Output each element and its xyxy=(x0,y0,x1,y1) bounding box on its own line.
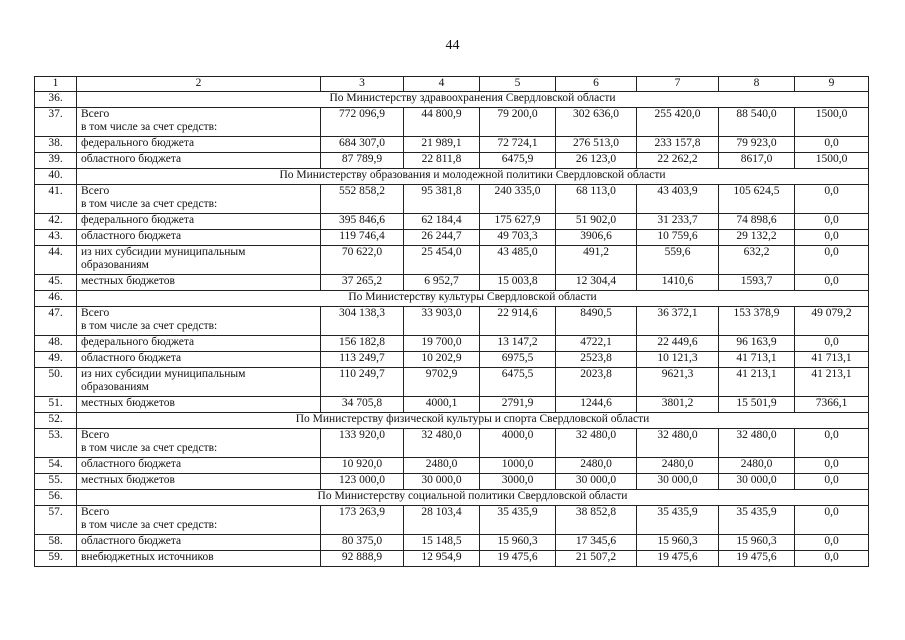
header-cell: 3 xyxy=(321,77,404,92)
value-cell: 552 858,2 xyxy=(321,185,404,214)
table-row xyxy=(35,275,869,291)
header-cell: 8 xyxy=(719,77,795,92)
value-cell: 70 622,0 xyxy=(321,246,404,275)
row-number-cell: 40. xyxy=(35,169,77,185)
item-name: областного бюджета xyxy=(81,458,182,470)
value-cell: 110 249,7 xyxy=(321,368,404,397)
item-name-cell xyxy=(77,108,321,137)
value-cell: 0,0 xyxy=(795,275,869,291)
item-name-cell xyxy=(77,246,321,275)
value-cell: 0,0 xyxy=(795,246,869,275)
value-cell: 10 121,3 xyxy=(637,352,719,368)
value-cell: 19 700,0 xyxy=(404,336,480,352)
value-cell: 105 624,5 xyxy=(719,185,795,214)
item-name: федерального бюджета xyxy=(81,214,195,226)
item-name: из них субсидии муниципальным xyxy=(81,368,246,380)
item-name-cell xyxy=(77,185,321,214)
item-name-cell xyxy=(77,214,321,230)
item-name-cell xyxy=(77,230,321,246)
value-cell: 29 132,2 xyxy=(719,230,795,246)
header-cell: 5 xyxy=(480,77,556,92)
value-cell: 1410,6 xyxy=(637,275,719,291)
value-cell: 88 540,0 xyxy=(719,108,795,137)
value-cell: 43 485,0 xyxy=(480,246,556,275)
value-cell: 4722,1 xyxy=(556,336,637,352)
value-cell: 22 262,2 xyxy=(637,153,719,169)
value-cell: 44 800,9 xyxy=(404,108,480,137)
value-cell: 26 244,7 xyxy=(404,230,480,246)
section-row xyxy=(35,291,869,307)
value-cell: 6 952,7 xyxy=(404,275,480,291)
table-row xyxy=(35,108,869,137)
item-name-cell xyxy=(77,368,321,397)
row-number-cell: 44. xyxy=(35,246,77,275)
value-cell: 1500,0 xyxy=(795,153,869,169)
header-cell: 7 xyxy=(637,77,719,92)
item-name-cell xyxy=(77,474,321,490)
item-name-cell xyxy=(77,397,321,413)
item-name: Всего xyxy=(81,429,110,441)
value-cell: 15 148,5 xyxy=(404,535,480,551)
value-cell: 1593,7 xyxy=(719,275,795,291)
table-row xyxy=(35,506,869,535)
value-cell: 41 213,1 xyxy=(795,368,869,397)
value-cell: 10 920,0 xyxy=(321,458,404,474)
value-cell: 9702,9 xyxy=(404,368,480,397)
row-number-cell: 43. xyxy=(35,230,77,246)
value-cell: 37 265,2 xyxy=(321,275,404,291)
value-cell: 74 898,6 xyxy=(719,214,795,230)
value-cell: 15 003,8 xyxy=(480,275,556,291)
value-cell: 96 163,9 xyxy=(719,336,795,352)
item-name: местных бюджетов xyxy=(81,474,175,486)
value-cell: 153 378,9 xyxy=(719,307,795,336)
value-cell: 33 903,0 xyxy=(404,307,480,336)
row-number-cell: 36. xyxy=(35,92,77,108)
value-cell: 6975,5 xyxy=(480,352,556,368)
item-name-cell xyxy=(77,137,321,153)
row-number-cell: 42. xyxy=(35,214,77,230)
row-number-cell: 37. xyxy=(35,108,77,137)
value-cell: 2523,8 xyxy=(556,352,637,368)
value-cell: 240 335,0 xyxy=(480,185,556,214)
row-number-cell: 48. xyxy=(35,336,77,352)
value-cell: 15 960,3 xyxy=(480,535,556,551)
value-cell: 2480,0 xyxy=(556,458,637,474)
table-row xyxy=(35,429,869,458)
value-cell: 8490,5 xyxy=(556,307,637,336)
value-cell: 0,0 xyxy=(795,474,869,490)
value-cell: 30 000,0 xyxy=(404,474,480,490)
value-cell: 25 454,0 xyxy=(404,246,480,275)
item-name: внебюджетных источников xyxy=(81,551,214,563)
value-cell: 10 202,9 xyxy=(404,352,480,368)
value-cell: 41 213,1 xyxy=(719,368,795,397)
table-row xyxy=(35,535,869,551)
value-cell: 68 113,0 xyxy=(556,185,637,214)
value-cell: 21 989,1 xyxy=(404,137,480,153)
value-cell: 49 703,3 xyxy=(480,230,556,246)
item-name: областного бюджета xyxy=(81,230,182,242)
value-cell: 32 480,0 xyxy=(404,429,480,458)
row-number-cell: 53. xyxy=(35,429,77,458)
value-cell: 31 233,7 xyxy=(637,214,719,230)
value-cell: 491,2 xyxy=(556,246,637,275)
table-row xyxy=(35,153,869,169)
value-cell: 2791,9 xyxy=(480,397,556,413)
value-cell: 34 705,8 xyxy=(321,397,404,413)
row-number-cell: 55. xyxy=(35,474,77,490)
value-cell: 3801,2 xyxy=(637,397,719,413)
value-cell: 21 507,2 xyxy=(556,551,637,567)
table-row xyxy=(35,214,869,230)
table-row xyxy=(35,458,869,474)
item-note: в том числе за счет средств: xyxy=(81,519,218,531)
table-header-row xyxy=(35,77,869,92)
row-number-cell: 46. xyxy=(35,291,77,307)
item-name-cell xyxy=(77,307,321,336)
budget-table xyxy=(34,76,869,567)
value-cell: 10 759,6 xyxy=(637,230,719,246)
value-cell: 2023,8 xyxy=(556,368,637,397)
value-cell: 255 420,0 xyxy=(637,108,719,137)
table-row xyxy=(35,230,869,246)
section-row xyxy=(35,490,869,506)
value-cell: 79 923,0 xyxy=(719,137,795,153)
value-cell: 35 435,9 xyxy=(719,506,795,535)
section-row xyxy=(35,169,869,185)
table-row xyxy=(35,246,869,275)
item-name-cell xyxy=(77,275,321,291)
value-cell: 0,0 xyxy=(795,230,869,246)
value-cell: 0,0 xyxy=(795,535,869,551)
item-note: в том числе за счет средств: xyxy=(81,198,218,210)
value-cell: 233 157,8 xyxy=(637,137,719,153)
value-cell: 32 480,0 xyxy=(556,429,637,458)
value-cell: 1500,0 xyxy=(795,108,869,137)
row-number-cell: 39. xyxy=(35,153,77,169)
item-name: областного бюджета xyxy=(81,535,182,547)
value-cell: 15 960,3 xyxy=(637,535,719,551)
value-cell: 2480,0 xyxy=(637,458,719,474)
header-cell: 6 xyxy=(556,77,637,92)
item-name-cell xyxy=(77,153,321,169)
value-cell: 0,0 xyxy=(795,185,869,214)
value-cell: 17 345,6 xyxy=(556,535,637,551)
row-number-cell: 45. xyxy=(35,275,77,291)
table-row xyxy=(35,551,869,567)
section-title-cell: По Министерству культуры Свердловской области xyxy=(77,291,869,307)
value-cell: 684 307,0 xyxy=(321,137,404,153)
item-note: в том числе за счет средств: xyxy=(81,320,218,332)
item-name-cell xyxy=(77,458,321,474)
value-cell: 15 501,9 xyxy=(719,397,795,413)
value-cell: 6475,9 xyxy=(480,153,556,169)
value-cell: 395 846,6 xyxy=(321,214,404,230)
table-row xyxy=(35,352,869,368)
value-cell: 1244,6 xyxy=(556,397,637,413)
row-number-cell: 52. xyxy=(35,413,77,429)
value-cell: 559,6 xyxy=(637,246,719,275)
value-cell: 30 000,0 xyxy=(719,474,795,490)
item-name-cell xyxy=(77,506,321,535)
item-note: образованиям xyxy=(81,259,149,271)
item-name: федерального бюджета xyxy=(81,336,195,348)
value-cell: 156 182,8 xyxy=(321,336,404,352)
value-cell: 0,0 xyxy=(795,214,869,230)
value-cell: 30 000,0 xyxy=(637,474,719,490)
value-cell: 6475,5 xyxy=(480,368,556,397)
value-cell: 772 096,9 xyxy=(321,108,404,137)
value-cell: 276 513,0 xyxy=(556,137,637,153)
header-cell: 4 xyxy=(404,77,480,92)
value-cell: 41 713,1 xyxy=(719,352,795,368)
value-cell: 173 263,9 xyxy=(321,506,404,535)
value-cell: 72 724,1 xyxy=(480,137,556,153)
value-cell: 38 852,8 xyxy=(556,506,637,535)
value-cell: 13 147,2 xyxy=(480,336,556,352)
value-cell: 19 475,6 xyxy=(637,551,719,567)
row-number-cell: 38. xyxy=(35,137,77,153)
value-cell: 0,0 xyxy=(795,551,869,567)
value-cell: 4000,1 xyxy=(404,397,480,413)
value-cell: 304 138,3 xyxy=(321,307,404,336)
value-cell: 80 375,0 xyxy=(321,535,404,551)
value-cell: 92 888,9 xyxy=(321,551,404,567)
value-cell: 175 627,9 xyxy=(480,214,556,230)
value-cell: 632,2 xyxy=(719,246,795,275)
item-name: Всего xyxy=(81,307,110,319)
row-number-cell: 56. xyxy=(35,490,77,506)
value-cell: 95 381,8 xyxy=(404,185,480,214)
header-cell: 1 xyxy=(35,77,77,92)
value-cell: 62 184,4 xyxy=(404,214,480,230)
item-name: Всего xyxy=(81,185,110,197)
item-name: местных бюджетов xyxy=(81,397,175,409)
section-title-cell: По Министерству социальной политики Свердловской области xyxy=(77,490,869,506)
value-cell: 0,0 xyxy=(795,458,869,474)
table-row xyxy=(35,336,869,352)
value-cell: 51 902,0 xyxy=(556,214,637,230)
value-cell: 79 200,0 xyxy=(480,108,556,137)
item-name-cell xyxy=(77,352,321,368)
value-cell: 0,0 xyxy=(795,336,869,352)
value-cell: 32 480,0 xyxy=(637,429,719,458)
table-row xyxy=(35,474,869,490)
page-number: 44 xyxy=(445,38,460,53)
row-number-cell: 58. xyxy=(35,535,77,551)
value-cell: 30 000,0 xyxy=(556,474,637,490)
table-row xyxy=(35,185,869,214)
item-name-cell xyxy=(77,551,321,567)
header-cell: 2 xyxy=(77,77,321,92)
item-name: Всего xyxy=(81,506,110,518)
item-name: местных бюджетов xyxy=(81,275,175,287)
row-number-cell: 54. xyxy=(35,458,77,474)
value-cell: 0,0 xyxy=(795,506,869,535)
row-number-cell: 49. xyxy=(35,352,77,368)
row-number-cell: 59. xyxy=(35,551,77,567)
value-cell: 87 789,9 xyxy=(321,153,404,169)
row-number-cell: 41. xyxy=(35,185,77,214)
value-cell: 3000,0 xyxy=(480,474,556,490)
section-title-cell: По Министерству здравоохранения Свердловской области xyxy=(77,92,869,108)
value-cell: 113 249,7 xyxy=(321,352,404,368)
value-cell: 19 475,6 xyxy=(480,551,556,567)
item-name-cell xyxy=(77,429,321,458)
value-cell: 2480,0 xyxy=(404,458,480,474)
item-note: образованиям xyxy=(81,381,149,393)
value-cell: 123 000,0 xyxy=(321,474,404,490)
value-cell: 0,0 xyxy=(795,137,869,153)
item-note: в том числе за счет средств: xyxy=(81,121,218,133)
value-cell: 9621,3 xyxy=(637,368,719,397)
item-name: федерального бюджета xyxy=(81,137,195,149)
value-cell: 1000,0 xyxy=(480,458,556,474)
value-cell: 35 435,9 xyxy=(480,506,556,535)
value-cell: 43 403,9 xyxy=(637,185,719,214)
value-cell: 49 079,2 xyxy=(795,307,869,336)
value-cell: 22 449,6 xyxy=(637,336,719,352)
value-cell: 36 372,1 xyxy=(637,307,719,336)
table-row xyxy=(35,137,869,153)
value-cell: 32 480,0 xyxy=(719,429,795,458)
value-cell: 302 636,0 xyxy=(556,108,637,137)
value-cell: 2480,0 xyxy=(719,458,795,474)
row-number-cell: 51. xyxy=(35,397,77,413)
value-cell: 12 954,9 xyxy=(404,551,480,567)
item-note: в том числе за счет средств: xyxy=(81,442,218,454)
row-number-cell: 57. xyxy=(35,506,77,535)
section-title-cell: По Министерству физической культуры и спорта Свердловской области xyxy=(77,413,869,429)
item-name: областного бюджета xyxy=(81,153,182,165)
value-cell: 22 914,6 xyxy=(480,307,556,336)
value-cell: 0,0 xyxy=(795,429,869,458)
value-cell: 133 920,0 xyxy=(321,429,404,458)
item-name-cell xyxy=(77,336,321,352)
value-cell: 41 713,1 xyxy=(795,352,869,368)
header-cell: 9 xyxy=(795,77,869,92)
value-cell: 8617,0 xyxy=(719,153,795,169)
value-cell: 4000,0 xyxy=(480,429,556,458)
value-cell: 12 304,4 xyxy=(556,275,637,291)
section-row xyxy=(35,413,869,429)
row-number-cell: 47. xyxy=(35,307,77,336)
value-cell: 19 475,6 xyxy=(719,551,795,567)
value-cell: 22 811,8 xyxy=(404,153,480,169)
value-cell: 35 435,9 xyxy=(637,506,719,535)
item-name: областного бюджета xyxy=(81,352,182,364)
value-cell: 7366,1 xyxy=(795,397,869,413)
value-cell: 15 960,3 xyxy=(719,535,795,551)
section-row xyxy=(35,92,869,108)
value-cell: 119 746,4 xyxy=(321,230,404,246)
table-row xyxy=(35,307,869,336)
item-name-cell xyxy=(77,535,321,551)
section-title-cell: По Министерству образования и молодежной политики Свердловской области xyxy=(77,169,869,185)
item-name: Всего xyxy=(81,108,110,120)
table-body xyxy=(35,77,869,567)
item-name: из них субсидии муниципальным xyxy=(81,246,246,258)
row-number-cell: 50. xyxy=(35,368,77,397)
value-cell: 26 123,0 xyxy=(556,153,637,169)
value-cell: 3906,6 xyxy=(556,230,637,246)
table-row xyxy=(35,397,869,413)
table-row xyxy=(35,368,869,397)
value-cell: 28 103,4 xyxy=(404,506,480,535)
